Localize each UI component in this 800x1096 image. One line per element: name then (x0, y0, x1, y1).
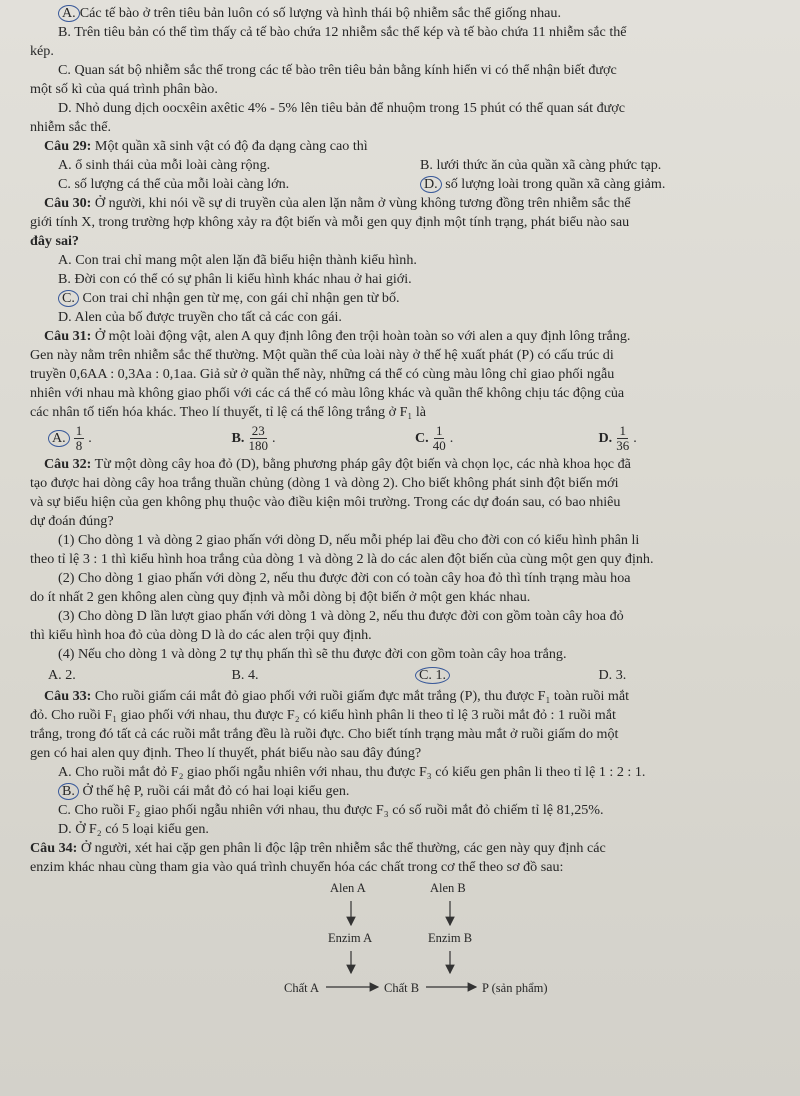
q29-option-d: D. số lượng loài trong quần xã càng giảm. (420, 175, 782, 194)
q28-option-b: B. Trên tiêu bản có thể tìm thấy cả tế bào chứa 12 nhiễm sắc thể kép và tế bào chứa 11 nhiễm sắc thể (58, 24, 627, 40)
q33-stem-3: trắng, trong đó tất cả các ruồi mắt trắng đều là ruồi đực. Cho biết tính trạng màu mắt ở ruồi giấm do một (30, 726, 619, 742)
label-chat-b: Chất B (384, 981, 420, 995)
q33-option-c: C. Cho ruồi F₂ giao phối ngẫu nhiên với nhau, thu được F₃ có số ruồi mắt đỏ chiếm tỉ lệ 81,25%. (58, 802, 604, 818)
q30-option-a: A. Con trai chỉ mang một alen lặn đã biểu hiện thành kiểu hình. (58, 252, 417, 268)
q30-stem: Câu 30: Ở người, khi nói về sự di truyền của alen lặn nằm ở vùng không tương đồng trên nhiễm sắc thể (44, 195, 631, 211)
q30-stem-2: giới tính X, trong trường hợp không xảy ra đột biến và mỗi gen quy định một tính trạng, phát biểu nào sau (30, 214, 630, 230)
q32-stem-3: và sự biểu hiện của gen không phụ thuộc vào điều kiện môi trường. Trong các dự đoán sau, có bao nhiêu (30, 494, 621, 510)
q32-stem: Câu 32: Từ một dòng cây hoa đỏ (D), bằng phương pháp gây đột biến và chọn lọc, các nhà khoa học đã (44, 456, 631, 472)
label-enzim-a: Enzim A (328, 931, 373, 945)
q28-option-c: C. Quan sát bộ nhiễm sắc thể trong các tế bào trên tiêu bản bằng kính hiển vi có thể nhận biết được (58, 62, 617, 78)
q33-option-a: A. Cho ruồi mắt đỏ F₂ giao phối ngẫu nhiên với nhau, thu được F₃ có kiểu gen phân li theo tỉ lệ 1 : 2 : 1. (58, 764, 646, 780)
label-product: P (sản phẩm) (482, 981, 548, 995)
q32-options (30, 666, 782, 685)
q30-option-b: B. Đời con có thể có sự phân li kiểu hình khác nhau ở hai giới. (58, 271, 412, 287)
metabolic-pathway-diagram (250, 877, 580, 1007)
q31-option-a: A. $\frac{1}{8}$ . (48, 424, 232, 453)
q34-stem: Câu 34: Ở người, xét hai cặp gen phân li độc lập trên nhiễm sắc thể thường, các gen này quy định các (30, 840, 606, 856)
q32-statement-2-cont: do ít nhất 2 gen không alen cùng quy định và mỗi dòng bị đột biến ở một gen khác nhau. (30, 589, 531, 605)
q31-stem-2: Gen này nằm trên nhiễm sắc thể thường. Một quần thể của loài này ở thế hệ xuất phát (P) có cấu trúc di (30, 347, 614, 363)
label-chat-a: Chất A (284, 981, 320, 995)
fraction: $\frac{23}{180}$ (248, 423, 268, 453)
q33-stem: Câu 33: Cho ruồi giấm cái mắt đỏ giao phối với ruồi giấm đực mắt trắng (P), thu được F₁ toàn ruồi mắt (44, 688, 630, 704)
q33-stem-4: gen có hai alen quy định. Theo lí thuyết, phát biểu nào sau đây đúng? (30, 745, 422, 761)
q29-row2 (30, 175, 782, 194)
q29-row1 (30, 156, 782, 175)
q32-statement-4: (4) Nếu cho dòng 1 và dòng 2 tự thụ phấn thì sẽ thu được đời con gồm toàn cây hoa trắng. (58, 646, 567, 662)
q32-option-b: B. 4. (231, 667, 259, 683)
q33-stem-2: đỏ. Cho ruồi F₁ giao phối với nhau, thu được F₂ có kiểu hình phân li theo tỉ lệ 3 ruồi mắt đỏ : 1 ruồi mắt (30, 707, 616, 723)
answer-circle: A. (58, 5, 80, 22)
q31-stem-5: các nhân tố tiến hóa khác. Theo lí thuyết, tỉ lệ cá thể lông trắng ở F₁ là (30, 404, 427, 420)
q31-stem: Câu 31: Ở một loài động vật, alen A quy định lông đen trội hoàn toàn so với alen a quy định lông trắng. (44, 328, 631, 344)
q32-statement-1-cont: theo tỉ lệ 3 : 1 thì kiểu hình hoa trắng của dòng 1 và dòng 2 là do các alen đột biến của cùng một gen quy định. (30, 551, 654, 567)
answer-circle: D. (420, 176, 442, 193)
q32-statement-3-cont: thì kiểu hình hoa đỏ của dòng D là do các alen trội quy định. (30, 627, 372, 643)
label-alen-a: Alen A (330, 881, 366, 895)
q32-statement-3: (3) Cho dòng D lần lượt giao phấn với dòng 1 và dòng 2, nếu thu được đời con gồm toàn cây hoa đỏ (58, 608, 624, 624)
q31-option-b: B. $\frac{23}{180}$ . (231, 423, 276, 453)
q28-option-d-cont: nhiễm sắc thể. (30, 119, 112, 135)
q30-stem-3: đây sai? (30, 233, 79, 249)
q32-statement-1: (1) Cho dòng 1 và dòng 2 giao phấn với dòng D, nếu mỗi phép lai đều cho đời con có kiểu hình phân li (58, 532, 640, 548)
label-alen-b: Alen B (430, 881, 466, 895)
q28-option-a: A. Các tế bào ở trên tiêu bản luôn có số lượng và hình thái bộ nhiễm sắc thể giống nhau. (30, 4, 782, 23)
q33-option-b: B. Ở thế hệ P, ruồi cái mắt đỏ có hai loại kiểu gen. (30, 782, 782, 801)
q31-stem-4: nhiên với nhau mà không giao phối với các cá thể có màu lông khác và quần thể không chịu tác động của (30, 385, 625, 401)
q29-option-b: B. lưới thức ăn của quần xã càng phức tạp. (420, 157, 662, 173)
q33-option-d: D. Ở F₂ có 5 loại kiểu gen. (58, 821, 209, 837)
q29-option-c: C. số lượng cá thể của mỗi loài càng lớn. (58, 176, 290, 192)
label-enzim-b: Enzim B (428, 931, 473, 945)
fraction: $\frac{1}{8}$ (75, 423, 83, 453)
q31-option-c: C. $\frac{1}{40}$ . (415, 423, 454, 453)
q32-option-d: D. 3. (598, 667, 627, 683)
q28-option-c-cont: một số kì của quá trình phân bào. (30, 81, 218, 97)
q32-stem-2: tạo được hai dòng cây hoa trắng thuần chủng (dòng 1 và dòng 2). Cho biết không phát sinh đột biến mới (30, 475, 619, 491)
q28-option-d: D. Nhỏ dung dịch oocxêin axêtic 4% - 5% lên tiêu bản để nhuộm trong 15 phút có thể quan sát được (58, 100, 625, 116)
q29-stem: Câu 29: Một quần xã sinh vật có độ đa dạng càng cao thì (44, 138, 368, 154)
answer-circle: C. (58, 290, 79, 307)
q34-stem-2: enzim khác nhau cùng tham gia vào quá trình chuyển hóa các chất trong cơ thể theo sơ đồ sau: (30, 859, 564, 875)
q30-option-d: D. Alen của bố được truyền cho tất cả các con gái. (58, 309, 342, 325)
q31-option-d: D. $\frac{1}{36}$ . (598, 423, 637, 453)
answer-circle: B. (58, 783, 79, 800)
q32-option-a: A. 2. (48, 667, 76, 683)
q31-stem-3: truyền 0,6AA : 0,3Aa : 0,1aa. Giả sử ở quần thể này, những cá thể có cùng màu lông chỉ giao phối ngẫu (30, 366, 615, 382)
fraction: $\frac{1}{36}$ (616, 423, 630, 453)
q28-option-b-cont: kép. (30, 43, 54, 59)
q29-option-a: A. ổ sinh thái của mỗi loài càng rộng. (58, 157, 271, 173)
q32-stem-4: dự đoán đúng? (30, 513, 114, 529)
q32-statement-2: (2) Cho dòng 1 giao phấn với dòng 2, nếu thu được đời con có toàn cây hoa đỏ thì tính trạng màu hoa (58, 570, 631, 586)
q30-option-c: C. Con trai chỉ nhận gen từ mẹ, con gái chỉ nhận gen từ bố. (30, 289, 782, 308)
fraction: $\frac{1}{40}$ (432, 423, 446, 453)
q32-option-c: C. 1. (415, 666, 599, 685)
q31-options (30, 424, 782, 453)
